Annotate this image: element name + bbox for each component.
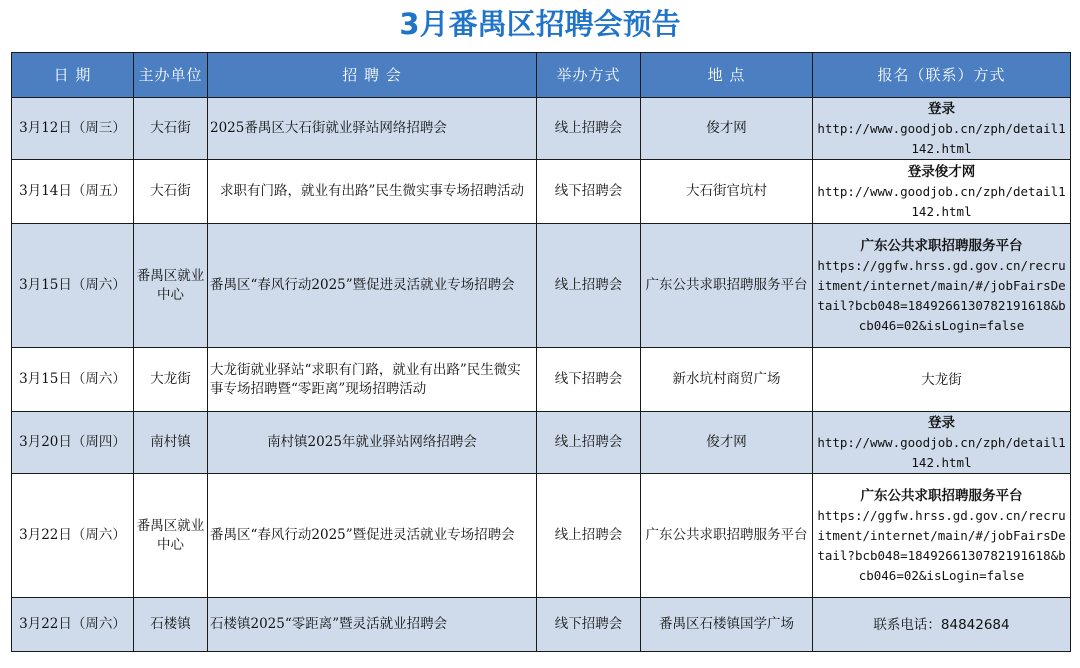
cell-contact xyxy=(813,98,1071,160)
contact-link[interactable]: http://www.goodjob.cn/zph/detail1142.html xyxy=(817,434,1066,470)
cell-location: 大石街官坑村 xyxy=(641,160,813,224)
page-title: 3月番禺区招聘会预告 xyxy=(399,7,681,41)
cell-contact xyxy=(813,348,1071,412)
contact-title: 广东公共求职招聘服务平台 xyxy=(860,237,1023,254)
cell-method: 线下招聘会 xyxy=(537,348,641,412)
header-method: 举办方式 xyxy=(537,53,641,98)
cell-method: 线上招聘会 xyxy=(537,224,641,348)
table-row xyxy=(12,474,1071,598)
contact-title: 登录 xyxy=(928,414,955,431)
cell-date: 3月20日（周四） xyxy=(12,412,134,474)
cell-date: 3月15日（周六） xyxy=(12,224,134,348)
contact-link[interactable]: http://www.goodjob.cn/zph/detail1142.html xyxy=(817,183,1066,219)
cell-date: 3月12日（周三） xyxy=(12,98,134,160)
cell-contact xyxy=(813,474,1071,598)
cell-contact xyxy=(813,598,1071,652)
cell-location: 新水坑村商贸广场 xyxy=(641,348,813,412)
table-row xyxy=(12,98,1071,160)
cell-date: 3月22日（周六） xyxy=(12,474,134,598)
cell-fair-name: 大龙街就业驿站“求职有门路，就业有出路”民生微实事专场招聘暨“零距离”现场招聘活动 xyxy=(208,348,537,412)
cell-fair-name: 石楼镇2025“零距离”暨灵活就业招聘会 xyxy=(208,598,537,652)
cell-contact xyxy=(813,160,1071,224)
header-date: 日 期 xyxy=(12,53,134,98)
contact-title: 登录俊才网 xyxy=(907,163,976,180)
cell-organizer: 南村镇 xyxy=(134,412,208,474)
cell-organizer: 番禺区就业中心 xyxy=(134,224,208,348)
contact-link[interactable]: https://ggfw.hrss.gd.gov.cn/recruitment/internet/main/#/jobFairsDetail?bcb048=1849266130782191618&bcb046=02&isLogin=false xyxy=(817,507,1066,583)
contact-link[interactable]: http://www.goodjob.cn/zph/detail1142.html xyxy=(817,120,1066,156)
cell-location: 广东公共求职招聘服务平台 xyxy=(641,224,813,348)
cell-method: 线上招聘会 xyxy=(537,412,641,474)
cell-method: 线上招聘会 xyxy=(537,98,641,160)
cell-organizer: 大石街 xyxy=(134,160,208,224)
cell-location: 俊才网 xyxy=(641,98,813,160)
header-organizer: 主办单位 xyxy=(134,53,208,98)
cell-organizer: 大石街 xyxy=(134,98,208,160)
table-row xyxy=(12,160,1071,224)
table-row xyxy=(12,598,1071,652)
cell-fair-name: 番禺区“春风行动2025”暨促进灵活就业专场招聘会 xyxy=(208,474,537,598)
contact-text: 大龙街 xyxy=(921,371,962,388)
cell-location: 番禺区石楼镇国学广场 xyxy=(641,598,813,652)
cell-location: 广东公共求职招聘服务平台 xyxy=(641,474,813,598)
cell-date: 3月15日（周六） xyxy=(12,348,134,412)
cell-organizer: 大龙街 xyxy=(134,348,208,412)
cell-fair-name: 2025番禺区大石街就业驿站网络招聘会 xyxy=(208,98,537,160)
table-row xyxy=(12,348,1071,412)
cell-fair-name: 番禺区“春风行动2025”暨促进灵活就业专场招聘会 xyxy=(208,224,537,348)
cell-date: 3月14日（周五） xyxy=(12,160,134,224)
cell-contact xyxy=(813,224,1071,348)
cell-contact xyxy=(813,412,1071,474)
cell-date: 3月22日（周六） xyxy=(12,598,134,652)
job-fair-table xyxy=(11,52,1071,652)
table-row xyxy=(12,412,1071,474)
cell-method: 线下招聘会 xyxy=(537,160,641,224)
header-fair-name: 招 聘 会 xyxy=(208,53,537,98)
cell-fair-name: 南村镇2025年就业驿站网络招聘会 xyxy=(208,412,537,474)
cell-organizer: 番禺区就业中心 xyxy=(134,474,208,598)
table-header-row xyxy=(12,53,1071,98)
table-row xyxy=(12,224,1071,348)
contact-link[interactable]: https://ggfw.hrss.gd.gov.cn/recruitment/internet/main/#/jobFairsDetail?bcb048=1849266130782191618&bcb046=02&isLogin=false xyxy=(817,257,1066,333)
cell-method: 线下招聘会 xyxy=(537,598,641,652)
cell-location: 俊才网 xyxy=(641,412,813,474)
contact-title: 登录 xyxy=(928,100,955,117)
cell-method: 线上招聘会 xyxy=(537,474,641,598)
cell-organizer: 石楼镇 xyxy=(134,598,208,652)
contact-title: 广东公共求职招聘服务平台 xyxy=(860,487,1023,504)
header-location: 地 点 xyxy=(641,53,813,98)
cell-fair-name: 求职有门路，就业有出路”民生微实事专场招聘活动 xyxy=(208,160,537,224)
header-contact: 报名（联系）方式 xyxy=(813,53,1071,98)
contact-text: 联系电话：84842684 xyxy=(873,616,1010,633)
